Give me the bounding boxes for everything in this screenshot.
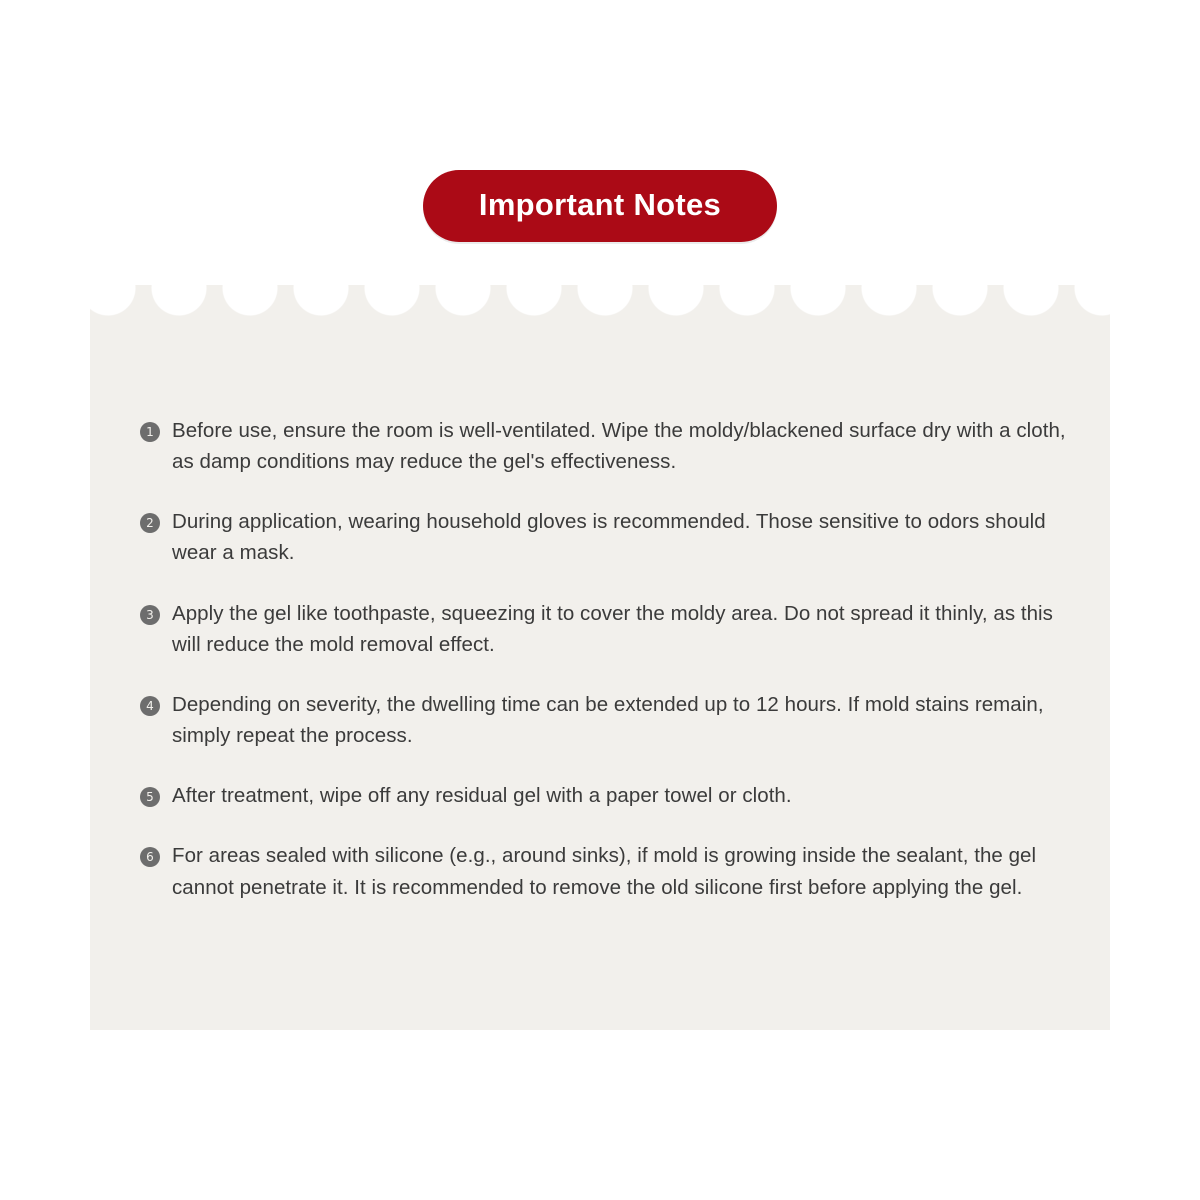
list-item-number: 3 <box>140 605 160 625</box>
list-item-number: 1 <box>140 422 160 442</box>
list-item-number: 4 <box>140 696 160 716</box>
scalloped-edge-decoration <box>90 284 1110 324</box>
list-item-text: Apply the gel like toothpaste, squeezing it to cover the moldy area. Do not spread it thinly, as this will reduce the mold removal effect. <box>172 601 1053 656</box>
list-item <box>140 689 1070 751</box>
page-title: Important Notes <box>423 170 777 242</box>
list-item <box>140 415 1070 477</box>
list-item-number: 2 <box>140 513 160 533</box>
list-item-text: Before use, ensure the room is well-ventilated. Wipe the moldy/blackened surface dry with a cloth, as damp conditions may reduce the gel's effectiveness. <box>172 419 1066 474</box>
list-item-text: During application, wearing household gloves is recommended. Those sensitive to odors should wear a mask. <box>172 510 1046 565</box>
notes-list <box>140 415 1070 903</box>
list-item-number: 5 <box>140 787 160 807</box>
list-item-text: For areas sealed with silicone (e.g., around sinks), if mold is growing inside the sealant, the gel cannot penetrate it. It is recommended to remove the old silicone first before applying the gel. <box>172 844 1037 899</box>
list-item-text: After treatment, wipe off any residual gel with a paper towel or cloth. <box>172 784 792 808</box>
page-title-container <box>0 170 1200 242</box>
list-item <box>140 598 1070 660</box>
notes-card <box>90 285 1110 1030</box>
list-item <box>140 840 1070 902</box>
list-item-text: Depending on severity, the dwelling time can be extended up to 12 hours. If mold stains remain, simply repeat the process. <box>172 692 1044 748</box>
list-item <box>140 780 1070 811</box>
list-item-number: 6 <box>140 847 160 867</box>
list-item <box>140 506 1070 568</box>
